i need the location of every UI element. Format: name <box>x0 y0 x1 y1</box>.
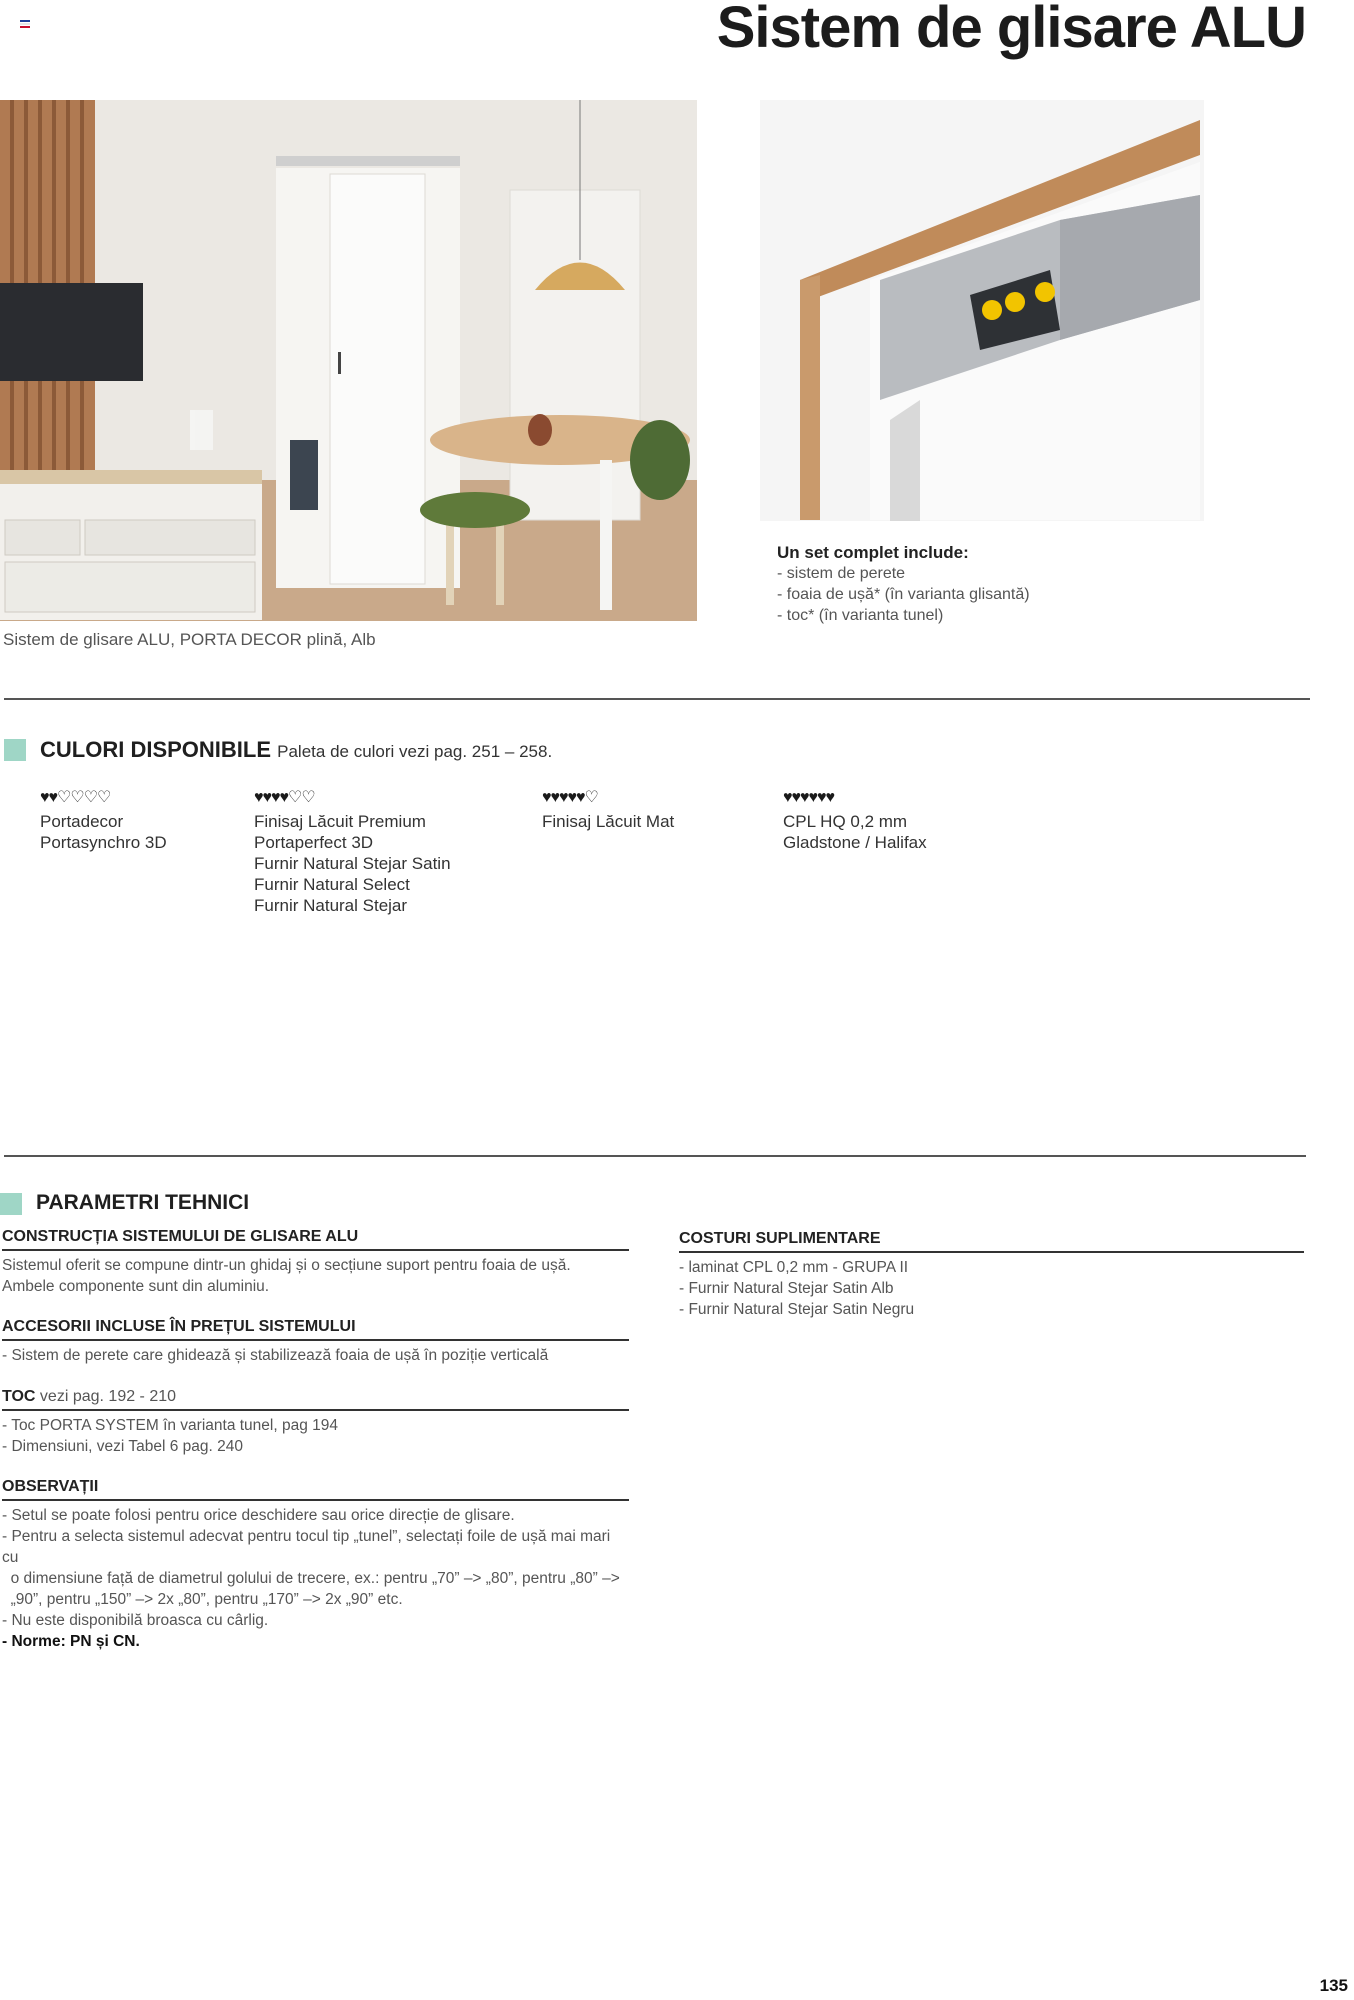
accessories-line: - Sistem de perete care ghidează și stabilizează foaia de ușă în poziție verticală <box>2 1346 549 1364</box>
set-complete-block <box>777 542 1030 626</box>
toc-line: - Toc PORTA SYSTEM în varianta tunel, pag 194 <box>2 1416 339 1434</box>
room-photo-caption: Sistem de glisare ALU, PORTA DECOR plină, Alb <box>3 630 376 649</box>
heading-underline <box>2 1339 629 1341</box>
rail-photo <box>760 100 1204 521</box>
section-divider <box>4 698 1310 700</box>
section-divider <box>4 1155 1306 1157</box>
color-option: Furnir Natural Stejar <box>254 896 408 915</box>
construction-block <box>2 1228 629 1297</box>
color-option: Furnir Natural Stejar Satin <box>254 854 451 873</box>
cost-line: - Furnir Natural Stejar Satin Alb <box>679 1279 894 1297</box>
section-marker-icon <box>0 1193 22 1215</box>
color-option: Portadecor <box>40 812 124 831</box>
toc-line: - Dimensiuni, vezi Tabel 6 pag. 240 <box>2 1437 243 1455</box>
colors-subtitle: Paleta de culori vezi pag. 251 – 258. <box>277 742 553 761</box>
page-title: Sistem de glisare ALU <box>716 0 1306 60</box>
construction-line: Ambele componente sunt din aluminiu. <box>2 1277 270 1295</box>
color-option: Furnir Natural Select <box>254 875 410 894</box>
section-marker-icon <box>4 739 26 761</box>
color-option: Finisaj Lăcuit Mat <box>542 812 675 831</box>
flag-icon <box>20 20 30 28</box>
toc-heading-text: TOC <box>2 1388 36 1405</box>
params-section-title: PARAMETRI TEHNICI <box>36 1191 250 1214</box>
colors-section-title <box>40 737 552 763</box>
rating-hearts-icon: ♥♥♥♥♥♥ <box>783 789 834 806</box>
costs-block <box>679 1230 1304 1320</box>
rating-hearts-icon: ♥♥♥♥♡♡ <box>254 789 315 806</box>
room-photo <box>0 100 697 621</box>
heading-underline <box>679 1251 1304 1253</box>
norms-line: - Norme: PN și CN. <box>2 1632 140 1650</box>
set-item: - toc* (în varianta tunel) <box>777 607 944 624</box>
toc-heading <box>2 1388 629 1406</box>
color-option: Gladstone / Halifax <box>783 833 927 852</box>
observations-heading: OBSERVAȚII <box>2 1478 99 1495</box>
heading-underline <box>2 1499 629 1501</box>
accessories-heading: ACCESORII INCLUSE ÎN PREȚUL SISTEMULUI <box>2 1318 356 1335</box>
color-option: Portasynchro 3D <box>40 833 167 852</box>
heading-underline <box>2 1249 629 1251</box>
color-column <box>40 789 167 853</box>
toc-block <box>2 1388 629 1457</box>
construction-line: Sistemul oferit se compune dintr-un ghidaj și o secțiune suport pentru foaia de ușă. <box>2 1256 571 1274</box>
observation-line: o dimensiune față de diametrul golului de trecere, ex.: pentru „70” –> „80”, pentru „80” –> <box>2 1569 620 1587</box>
color-option: Finisaj Lăcuit Premium <box>254 812 426 831</box>
set-item: - foaia de ușă* (în varianta glisantă) <box>777 586 1030 603</box>
construction-heading: CONSTRUCȚIA SISTEMULUI DE GLISARE ALU <box>2 1228 359 1245</box>
accessories-block <box>2 1318 629 1366</box>
color-column <box>542 789 674 832</box>
set-item: - sistem de perete <box>777 565 906 582</box>
set-complete-heading: Un set complet include: <box>777 543 969 562</box>
page-number: 135 <box>1319 1976 1348 1995</box>
rating-hearts-icon: ♥♥♡♡♡♡ <box>40 789 111 806</box>
observation-line: „90”, pentru „150” –> 2x „80”, pentru „170” –> 2x „90” etc. <box>2 1590 403 1608</box>
observation-line: - Pentru a selecta sistemul adecvat pentru tocul tip „tunel”, selectați foile de ușă mai mari cu <box>2 1527 611 1566</box>
color-option: CPL HQ 0,2 mm <box>783 812 908 831</box>
rating-hearts-icon: ♥♥♥♥♥♡ <box>542 789 598 806</box>
color-option: Portaperfect 3D <box>254 833 374 852</box>
cost-line: - laminat CPL 0,2 mm - GRUPA II <box>679 1258 909 1276</box>
colors-title-text: CULORI DISPONIBILE <box>40 737 272 762</box>
cost-line: - Furnir Natural Stejar Satin Negru <box>679 1300 915 1318</box>
observation-line: - Setul se poate folosi pentru orice deschidere sau orice direcție de glisare. <box>2 1506 515 1524</box>
costs-heading: COSTURI SUPLIMENTARE <box>679 1230 881 1247</box>
heading-underline <box>2 1409 629 1411</box>
color-column <box>254 789 451 916</box>
observation-line: - Nu este disponibilă broasca cu cârlig. <box>2 1611 269 1629</box>
observations-block <box>2 1478 629 1652</box>
color-column <box>783 789 927 853</box>
toc-heading-suffix: vezi pag. 192 - 210 <box>35 1388 177 1405</box>
